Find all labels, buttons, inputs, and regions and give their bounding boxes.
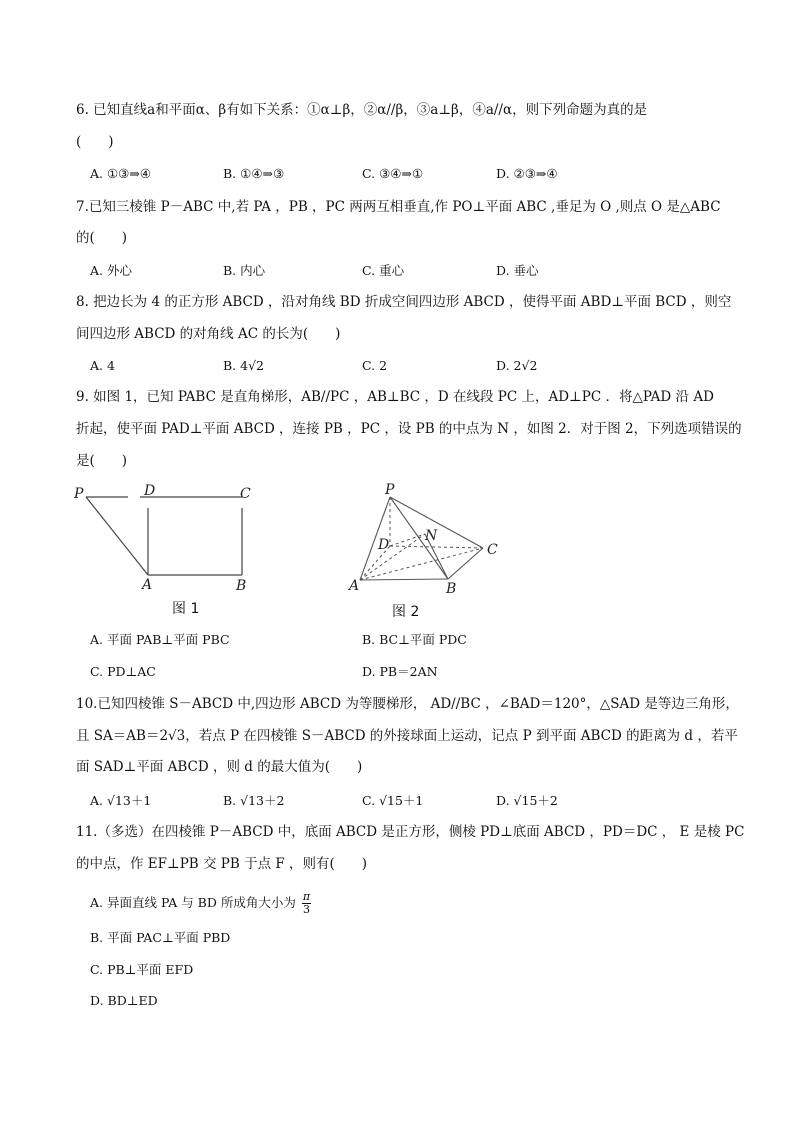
fig2-label-p: P bbox=[385, 482, 395, 498]
q11-option-d: D. BD⊥ED bbox=[90, 993, 158, 1008]
fig1-edge-pa bbox=[86, 497, 148, 575]
q8-line-2: 间四边形 ABCD 的对角线 AC 的长为( ) bbox=[76, 326, 341, 342]
fig2-label-c: C bbox=[487, 542, 498, 558]
fig2-edge-an bbox=[360, 534, 425, 580]
q6-line-2: ( ) bbox=[76, 134, 114, 150]
q6-option-b: B. ①④⇒③ bbox=[223, 166, 285, 181]
q9-option-c: C. PD⊥AC bbox=[90, 664, 156, 679]
figure-1-caption: 图 1 bbox=[172, 601, 200, 617]
q6-option-d: D. ②③⇒④ bbox=[496, 166, 558, 181]
figure-2-caption: 图 2 bbox=[392, 604, 420, 620]
fig1-label-c: C bbox=[240, 486, 251, 502]
q10-line-3: 面 SAD⊥平面 ABCD ，则 d 的最大值为( ) bbox=[76, 759, 363, 775]
pi-over-three-fraction bbox=[302, 891, 311, 916]
q10-line-1: 10.已知四棱锥 S－ABCD 中,四边形 ABCD 为等腰梯形， AD//BC ，∠BAD＝120°，△SAD 是等边三角形， bbox=[76, 696, 739, 712]
fig1-label-p: P bbox=[74, 486, 84, 502]
fig2-edge-dc bbox=[390, 546, 483, 548]
fraction-numerator: π bbox=[302, 890, 311, 903]
fig1-label-b: B bbox=[236, 578, 247, 594]
q9-line-2: 折起，使平面 PAD⊥平面 ABCD ，连接 PB ，PC ，设 PB 的中点为 N ，如图 2．对于图 2，下列选项错误的 bbox=[76, 421, 742, 437]
q8-option-d: D. 2√2 bbox=[496, 358, 538, 373]
q11-line-2: 的中点，作 EF⊥PB 交 PB 于点 F ，则有( ) bbox=[76, 856, 368, 872]
q7-line-1: 7.已知三棱锥 P－ABC 中,若 PA ，PB ，PC 两两互相垂直,作 PO⊥平面 ABC ,垂足为 O ,则点 O 是△ABC bbox=[76, 199, 721, 215]
q10-line-2: 且 SA＝AB＝2√3，若点 P 在四棱锥 S－ABCD 的外接球面上运动，记点 P 到平面 ABCD 的距离为 d ，若平 bbox=[76, 728, 738, 744]
fig1-label-a: A bbox=[142, 577, 153, 593]
q10-option-d: D. √15＋2 bbox=[496, 793, 558, 808]
q6-option-c: C. ③④⇒① bbox=[362, 166, 424, 181]
q10-option-c: C. √15＋1 bbox=[362, 793, 424, 808]
q7-option-c: C. 重心 bbox=[362, 263, 405, 278]
q8-option-a: A. 4 bbox=[90, 358, 115, 373]
q7-option-a: A. 外心 bbox=[90, 263, 132, 278]
q10-option-b: B. √13＋2 bbox=[223, 793, 285, 808]
q9-line-3: 是( ) bbox=[76, 453, 128, 469]
q11-option-a-text: A. 异面直线 PA 与 BD 所成角大小为 bbox=[90, 895, 296, 910]
q11-option-b: B. 平面 PAC⊥平面 PBD bbox=[90, 930, 231, 945]
q7-option-d: D. 垂心 bbox=[496, 263, 539, 278]
fig1-label-d: D bbox=[144, 483, 156, 499]
figure-1 bbox=[70, 478, 280, 618]
q9-line-1: 9. 如图 1，已知 PABC 是直角梯形，AB//PC ，AB⊥BC ，D 在线段 PC 上，AD⊥PC ．将△PAD 沿 AD bbox=[76, 389, 714, 405]
fraction-denominator: 3 bbox=[302, 903, 310, 916]
q8-line-1: 8. 把边长为 4 的正方形 ABCD ，沿对角线 BD 折成空间四边形 ABCD ，使得平面 ABD⊥平面 BCD ，则空 bbox=[76, 294, 732, 310]
q9-option-b: B. BC⊥平面 PDC bbox=[362, 632, 467, 647]
fig2-edge-ab bbox=[360, 579, 448, 580]
q11-option-c: C. PB⊥平面 EFD bbox=[90, 962, 194, 977]
fig2-label-d: D bbox=[378, 537, 390, 553]
q9-option-a: A. 平面 PAB⊥平面 PBC bbox=[90, 632, 230, 647]
q11-option-a bbox=[90, 891, 311, 916]
q7-option-b: B. 内心 bbox=[223, 263, 266, 278]
q11-line-1: 11.（多选）在四棱锥 P－ABCD 中，底面 ABCD 是正方形，侧棱 PD⊥底面 ABCD ，PD＝DC ， E 是棱 PC bbox=[76, 824, 745, 840]
q8-option-c: C. 2 bbox=[362, 358, 388, 373]
fig2-label-a: A bbox=[349, 578, 360, 594]
q10-option-a: A. √13＋1 bbox=[90, 793, 152, 808]
q7-line-2: 的( ) bbox=[76, 230, 128, 246]
q6-line-1: 6. 已知直线a和平面α、β有如下关系：①α⊥β，②α//β，③a⊥β，④a//α，则下列命题为真的是 bbox=[76, 102, 648, 118]
q8-option-b: B. 4√2 bbox=[223, 358, 265, 373]
q6-option-a: A. ①③⇒④ bbox=[90, 166, 152, 181]
fig2-label-b: B bbox=[446, 581, 457, 597]
q9-option-d: D. PB＝2AN bbox=[362, 664, 438, 679]
figure-2 bbox=[345, 480, 515, 600]
fig2-label-n: N bbox=[425, 528, 438, 544]
